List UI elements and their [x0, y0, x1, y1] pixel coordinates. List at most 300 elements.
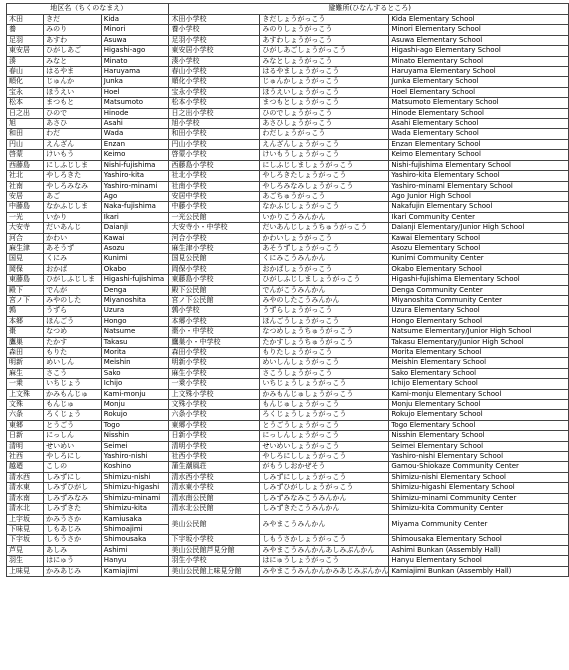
- area-romaji-cell: Yashiro-minami: [101, 181, 169, 191]
- shelter-english-cell: Meishin Elementary School: [389, 358, 569, 368]
- area-kana-cell: めいしん: [44, 358, 102, 368]
- area-romaji-cell: Kamiajimi: [101, 566, 169, 576]
- table-row: [7, 431, 569, 441]
- area-romaji-cell: Miyanoshita: [101, 295, 169, 305]
- area-kanji-cell: 下宇坂: [7, 535, 44, 545]
- shelter-kanji-cell: 養小学校: [169, 25, 260, 35]
- shelter-english-cell: Okabo Elementary School: [389, 264, 569, 274]
- shelter-kana-cell: めいしんしょうがっこう: [260, 358, 389, 368]
- shelter-kana-cell: けいもうしょうがっこう: [260, 150, 389, 160]
- shelter-kana-cell: がもうしおかぜそう: [260, 462, 389, 472]
- area-kana-cell: かわい: [44, 233, 102, 243]
- area-kana-cell: にしふじしま: [44, 160, 102, 170]
- area-romaji-cell: Wada: [101, 129, 169, 139]
- shelter-english-cell: Togo Elementary School: [389, 420, 569, 430]
- shelter-english-cell: Ashimi Bunkan (Assembly Hall): [389, 545, 569, 555]
- table-row: [7, 160, 569, 170]
- shelter-english-cell: Kawai Elementary School: [389, 233, 569, 243]
- area-kanji-cell: 日之出: [7, 108, 44, 118]
- table-row: [7, 46, 569, 56]
- shelter-english-cell: Yashiro-kita Elementary School: [389, 171, 569, 181]
- area-romaji-cell: Morita: [101, 348, 169, 358]
- area-kanji-cell: 岡保: [7, 264, 44, 274]
- area-kanji-cell: 六条: [7, 410, 44, 420]
- area-kanji-cell: 宮ノ下: [7, 295, 44, 305]
- shelter-english-cell: Miyama Community Center: [389, 514, 569, 535]
- table-row: [7, 171, 569, 181]
- shelter-kanji-cell: 湊小学校: [169, 56, 260, 66]
- shelter-kana-cell: えんざんしょうがっこう: [260, 139, 389, 149]
- table-body: [7, 15, 569, 577]
- shelter-kana-cell: くにみこうみんかん: [260, 254, 389, 264]
- area-kanji-cell: 清水西: [7, 472, 44, 482]
- table-row: [7, 15, 569, 25]
- table-row: [7, 254, 569, 264]
- shelter-english-cell: Kami-monju Elementary School: [389, 389, 569, 399]
- area-kana-cell: きだ: [44, 15, 102, 25]
- shelter-kana-cell: わだしょうがっこう: [260, 129, 389, 139]
- shelter-kanji-cell: 羽生小学校: [169, 556, 260, 566]
- shelter-kanji-cell: 宝永小学校: [169, 87, 260, 97]
- area-kana-cell: やしろみなみ: [44, 181, 102, 191]
- table-row: [7, 285, 569, 295]
- shelter-kanji-cell: 中藤小学校: [169, 202, 260, 212]
- shelter-english-cell: Hongo Elementary School: [389, 316, 569, 326]
- area-kana-cell: ほんごう: [44, 316, 102, 326]
- shelter-kana-cell: おかばしょうがっこう: [260, 264, 389, 274]
- shelter-english-cell: Nakafujin Elementary School: [389, 202, 569, 212]
- shelter-kanji-cell: 日之出小学校: [169, 108, 260, 118]
- area-romaji-cell: Shimizu-higashi: [101, 483, 169, 493]
- shelter-kana-cell: ほうえいしょうがっこう: [260, 87, 389, 97]
- shelter-english-cell: Ago Junior High School: [389, 191, 569, 201]
- shelter-kanji-cell: 明新小学校: [169, 358, 260, 368]
- area-kana-cell: せいめい: [44, 441, 102, 451]
- area-romaji-cell: Nishi-fujishima: [101, 160, 169, 170]
- area-romaji-cell: Sako: [101, 368, 169, 378]
- shelter-kana-cell: あさひしょうがっこう: [260, 119, 389, 129]
- area-kana-cell: しみずきた: [44, 504, 102, 514]
- shelter-kanji-cell: 和田小学校: [169, 129, 260, 139]
- shelter-english-cell: Uzura Elementary School: [389, 306, 569, 316]
- area-kana-cell: いちじょう: [44, 379, 102, 389]
- shelter-kana-cell: あすわしょうがっこう: [260, 35, 389, 45]
- area-kanji-cell: 越廼: [7, 462, 44, 472]
- area-kana-cell: こしの: [44, 462, 102, 472]
- area-kanji-cell: 宝永: [7, 87, 44, 97]
- shelter-kanji-cell: 美山公民館: [169, 514, 260, 535]
- shelter-english-cell: Matsumoto Elementary School: [389, 98, 569, 108]
- area-kana-cell: はにゅう: [44, 556, 102, 566]
- shelter-english-cell: Hinode Elementary School: [389, 108, 569, 118]
- area-kana-cell: やしろにし: [44, 452, 102, 462]
- area-kana-cell: あそうず: [44, 243, 102, 253]
- shelter-kana-cell: しみずみなみこうみんかん: [260, 493, 389, 503]
- shelter-kana-cell: じゅんかしょうがっこう: [260, 77, 389, 87]
- area-kana-cell: まつもと: [44, 98, 102, 108]
- table-row: [7, 264, 569, 274]
- shelter-english-cell: Ikari Community Center: [389, 212, 569, 222]
- shelter-kanji-cell: 清水西小学校: [169, 472, 260, 482]
- table-row: [7, 233, 569, 243]
- shelter-header: 避難所(ひなんするところ): [169, 4, 569, 15]
- area-kanji-cell: 社西: [7, 452, 44, 462]
- shelter-kana-cell: はにゅうしょうがっこう: [260, 556, 389, 566]
- area-kana-cell: あさひ: [44, 119, 102, 129]
- shelter-kana-cell: かわいしょうがっこう: [260, 233, 389, 243]
- table-row: [7, 514, 569, 524]
- area-romaji-cell: Ashimi: [101, 545, 169, 555]
- area-romaji-cell: Keimo: [101, 150, 169, 160]
- shelter-english-cell: Hoel Elementary School: [389, 87, 569, 97]
- table-row: [7, 87, 569, 97]
- shelter-english-cell: Higashi-fujishima Elementary School: [389, 275, 569, 285]
- shelter-kana-cell: きだしょうがっこう: [260, 15, 389, 25]
- area-romaji-cell: Nisshin: [101, 431, 169, 441]
- shelter-kana-cell: やしろきたしょうがっこう: [260, 171, 389, 181]
- area-kana-cell: みやのした: [44, 295, 102, 305]
- shelter-english-cell: Enzan Elementary School: [389, 139, 569, 149]
- shelter-kanji-cell: 東郷小学校: [169, 420, 260, 430]
- shelter-kanji-cell: 美山公民館芦見分館: [169, 545, 260, 555]
- table-row: [7, 98, 569, 108]
- table-row: [7, 566, 569, 576]
- area-romaji-cell: Enzan: [101, 139, 169, 149]
- shelter-english-cell: Nishi-fujishima Elementary School: [389, 160, 569, 170]
- shelter-kanji-cell: 啓蒙小学校: [169, 150, 260, 160]
- area-kanji-cell: 麻生津: [7, 243, 44, 253]
- shelter-kana-cell: あそうずしょうがっこう: [260, 243, 389, 253]
- shelter-english-cell: Hanyu Elementary School: [389, 556, 569, 566]
- shelter-kanji-cell: 順化小学校: [169, 77, 260, 87]
- area-romaji-cell: Naka-fujishima: [101, 202, 169, 212]
- shelter-kanji-cell: 西藤島小学校: [169, 160, 260, 170]
- shelter-kana-cell: にしふじしましょうがっこう: [260, 160, 389, 170]
- shelter-english-cell: Ichijo Elementary School: [389, 379, 569, 389]
- area-romaji-cell: Togo: [101, 420, 169, 430]
- shelter-kanji-cell: 文殊小学校: [169, 400, 260, 410]
- area-kana-cell: しもうさか: [44, 535, 102, 545]
- table-row: [7, 243, 569, 253]
- shelter-english-cell: Minori Elementary School: [389, 25, 569, 35]
- shelter-kana-cell: みのりしょうがっこう: [260, 25, 389, 35]
- area-kana-cell: でんが: [44, 285, 102, 295]
- area-romaji-cell: Yashiro-kita: [101, 171, 169, 181]
- shelter-english-cell: Junka Elementary School: [389, 77, 569, 87]
- area-romaji-cell: Meishin: [101, 358, 169, 368]
- table-row: [7, 504, 569, 514]
- shelter-english-cell: Higashi-ago Elementary School: [389, 46, 569, 56]
- shelter-english-cell: Nisshin Elementary School: [389, 431, 569, 441]
- shelter-kanji-cell: 社北小学校: [169, 171, 260, 181]
- shelter-kanji-cell: 上文殊小学校: [169, 389, 260, 399]
- shelter-english-cell: Monju Elementary School: [389, 400, 569, 410]
- area-kana-cell: あしみ: [44, 545, 102, 555]
- shelter-kana-cell: みなとしょうがっこう: [260, 56, 389, 66]
- shelter-english-cell: Sako Elementary School: [389, 368, 569, 378]
- area-romaji-cell: Shimizu-nishi: [101, 472, 169, 482]
- table-row: [7, 295, 569, 305]
- area-kanji-cell: 湊: [7, 56, 44, 66]
- table-row: [7, 202, 569, 212]
- area-kanji-cell: 羽生: [7, 556, 44, 566]
- shelter-english-cell: Shimizu-kita Community Center: [389, 504, 569, 514]
- area-kanji-cell: 文殊: [7, 400, 44, 410]
- area-kana-cell: なかふじしま: [44, 202, 102, 212]
- shelter-kanji-cell: 社西小学校: [169, 452, 260, 462]
- table-row: [7, 25, 569, 35]
- area-romaji-cell: Ikari: [101, 212, 169, 222]
- area-kana-cell: かみもんじゅ: [44, 389, 102, 399]
- shelter-kana-cell: まつもとしょうがっこう: [260, 98, 389, 108]
- area-romaji-cell: Shimizu-kita: [101, 504, 169, 514]
- area-kana-cell: みのり: [44, 25, 102, 35]
- shelter-english-cell: Miyanoshita Community Center: [389, 295, 569, 305]
- table-row: [7, 441, 569, 451]
- area-kanji-cell: 大安寺: [7, 223, 44, 233]
- shelter-kanji-cell: 松本小学校: [169, 98, 260, 108]
- shelter-kana-cell: いちじょうしょうがっこう: [260, 379, 389, 389]
- area-kana-cell: やしろきた: [44, 171, 102, 181]
- area-kanji-cell: 明新: [7, 358, 44, 368]
- table-row: [7, 223, 569, 233]
- area-kana-cell: けいもう: [44, 150, 102, 160]
- shelter-kanji-cell: 一乗小学校: [169, 379, 260, 389]
- shelter-kana-cell: うずらしょうがっこう: [260, 306, 389, 316]
- table-row: [7, 150, 569, 160]
- area-romaji-cell: Minato: [101, 56, 169, 66]
- area-kanji-cell: 河合: [7, 233, 44, 243]
- area-romaji-cell: Koshino: [101, 462, 169, 472]
- shelter-kana-cell: ひがしあごしょうがっこう: [260, 46, 389, 56]
- shelter-kana-cell: たかすしょうちゅうがっこう: [260, 337, 389, 347]
- area-kana-cell: じゅんか: [44, 77, 102, 87]
- area-kana-cell: かみあじみ: [44, 566, 102, 576]
- table-row: [7, 181, 569, 191]
- area-romaji-cell: Asahi: [101, 119, 169, 129]
- area-kana-cell: たかす: [44, 337, 102, 347]
- shelter-kana-cell: みやのしたこうみんかん: [260, 295, 389, 305]
- area-romaji-cell: Daianji: [101, 223, 169, 233]
- area-kanji-cell: 上文殊: [7, 389, 44, 399]
- table-row: [7, 462, 569, 472]
- table-row: [7, 139, 569, 149]
- area-romaji-cell: Hanyu: [101, 556, 169, 566]
- area-kanji-cell: 東郷: [7, 420, 44, 430]
- shelter-english-cell: Asozu Elementary School: [389, 243, 569, 253]
- area-kanji-cell: 芦見: [7, 545, 44, 555]
- shelter-english-cell: Kida Elementary School: [389, 15, 569, 25]
- area-romaji-cell: Yashiro-nishi: [101, 452, 169, 462]
- area-romaji-cell: Ichijo: [101, 379, 169, 389]
- table-row: [7, 556, 569, 566]
- shelter-kana-cell: やしろにししょうがっこう: [260, 452, 389, 462]
- area-kana-cell: さこう: [44, 368, 102, 378]
- shelter-kanji-cell: 森田小学校: [169, 348, 260, 358]
- area-kana-cell: ほうえい: [44, 87, 102, 97]
- area-kanji-cell: 棗: [7, 327, 44, 337]
- shelter-english-cell: Yashiro-nishi Elementary School: [389, 452, 569, 462]
- table-row: [7, 67, 569, 77]
- shelter-kanji-cell: 鷹巣小・中学校: [169, 337, 260, 347]
- shelter-kanji-cell: 東藤島小学校: [169, 275, 260, 285]
- shelter-kana-cell: はるやましょうがっこう: [260, 67, 389, 77]
- area-kanji-cell: 森田: [7, 348, 44, 358]
- shelter-kana-cell: ろくじょうしょうがっこう: [260, 410, 389, 420]
- shelter-english-cell: Morita Elementary School: [389, 348, 569, 358]
- area-kanji-cell: 東藤島: [7, 275, 44, 285]
- area-kanji-cell: 安居: [7, 191, 44, 201]
- shelter-kana-cell: なつめしょうちゅうがっこう: [260, 327, 389, 337]
- area-romaji-cell: Hongo: [101, 316, 169, 326]
- shelter-kana-cell: あごちゅうがっこう: [260, 191, 389, 201]
- shelter-english-cell: Asuwa Elementary School: [389, 35, 569, 45]
- table-row: [7, 212, 569, 222]
- area-kana-cell: しもあじみ: [44, 524, 102, 534]
- shelter-kana-cell: でんがこうみんかん: [260, 285, 389, 295]
- area-romaji-cell: Okabo: [101, 264, 169, 274]
- area-kanji-cell: 一乗: [7, 379, 44, 389]
- shelter-kanji-cell: 一光公民館: [169, 212, 260, 222]
- table-row: [7, 545, 569, 555]
- table-row: [7, 358, 569, 368]
- table-row: [7, 327, 569, 337]
- table-row: [7, 389, 569, 399]
- area-romaji-cell: Kawai: [101, 233, 169, 243]
- area-kana-cell: かみうさか: [44, 514, 102, 524]
- table-row: [7, 119, 569, 129]
- area-romaji-cell: Rokujo: [101, 410, 169, 420]
- shelter-english-cell: Shimizu-minami Community Center: [389, 493, 569, 503]
- table-row: [7, 400, 569, 410]
- area-kana-cell: しみずにし: [44, 472, 102, 482]
- shelter-kanji-cell: 足羽小学校: [169, 35, 260, 45]
- area-header: 地区名（ちくのなまえ）: [7, 4, 169, 15]
- area-kana-cell: わだ: [44, 129, 102, 139]
- table-row: [7, 306, 569, 316]
- shelter-kanji-cell: 岡保小学校: [169, 264, 260, 274]
- table-row: [7, 108, 569, 118]
- area-kanji-cell: 和田: [7, 129, 44, 139]
- shelter-kana-cell: せいめいしょうがっこう: [260, 441, 389, 451]
- shelter-kanji-cell: 本郷小学校: [169, 316, 260, 326]
- shelter-kanji-cell: 下宇坂小学校: [169, 535, 260, 545]
- shelter-english-cell: Minato Elementary School: [389, 56, 569, 66]
- shelter-kanji-cell: 木田小学校: [169, 15, 260, 25]
- shelter-kanji-cell: 社南小学校: [169, 181, 260, 191]
- shelter-kana-cell: だいあんじしょうちゅうがっこう: [260, 223, 389, 233]
- area-romaji-cell: Asozu: [101, 243, 169, 253]
- table-row: [7, 368, 569, 378]
- table-row: [7, 472, 569, 482]
- shelter-kana-cell: しみずきたこうみんかん: [260, 504, 389, 514]
- area-romaji-cell: Junka: [101, 77, 169, 87]
- area-kanji-cell: 上味見: [7, 566, 44, 576]
- table-row: [7, 493, 569, 503]
- area-kanji-cell: 麻生: [7, 368, 44, 378]
- shelter-kanji-cell: 清水東小学校: [169, 483, 260, 493]
- table-row: [7, 452, 569, 462]
- area-kana-cell: あご: [44, 191, 102, 201]
- shelter-kanji-cell: 清水南公民館: [169, 493, 260, 503]
- shelter-kanji-cell: 清明小学校: [169, 441, 260, 451]
- area-romaji-cell: Minori: [101, 25, 169, 35]
- shelter-kana-cell: しもうさかしょうがっこう: [260, 535, 389, 545]
- shelter-kanji-cell: 殿下公民館: [169, 285, 260, 295]
- shelter-english-cell: Natsume Elementary/Junior High School: [389, 327, 569, 337]
- shelter-table: [6, 3, 569, 577]
- area-romaji-cell: Shimoajimi: [101, 524, 169, 534]
- shelter-kanji-cell: 春山小学校: [169, 67, 260, 77]
- area-romaji-cell: Higashi-ago: [101, 46, 169, 56]
- shelter-kanji-cell: 東安居小学校: [169, 46, 260, 56]
- shelter-kana-cell: なかふじしょうがっこう: [260, 202, 389, 212]
- area-kanji-cell: 日新: [7, 431, 44, 441]
- area-romaji-cell: Kami-monju: [101, 389, 169, 399]
- area-kana-cell: しみずひがし: [44, 483, 102, 493]
- area-kanji-cell: 一光: [7, 212, 44, 222]
- shelter-english-cell: Haruyama Elementary School: [389, 67, 569, 77]
- area-kanji-cell: 鷹巣: [7, 337, 44, 347]
- table-row: [7, 483, 569, 493]
- shelter-kana-cell: もんじゅしょうがっこう: [260, 400, 389, 410]
- area-kana-cell: とうごう: [44, 420, 102, 430]
- shelter-english-cell: Takasu Elementary/Junior High School: [389, 337, 569, 347]
- shelter-english-cell: Shimizu-higashi Elementary School: [389, 483, 569, 493]
- area-kana-cell: いかり: [44, 212, 102, 222]
- area-romaji-cell: Higashi-fujishima: [101, 275, 169, 285]
- table-row: [7, 129, 569, 139]
- area-kana-cell: ひがしあご: [44, 46, 102, 56]
- area-romaji-cell: Kida: [101, 15, 169, 25]
- area-kanji-cell: 啓蒙: [7, 150, 44, 160]
- area-romaji-cell: Shimizu-minami: [101, 493, 169, 503]
- shelter-kana-cell: しみずひがししょうがっこう: [260, 483, 389, 493]
- shelter-english-cell: Wada Elementary School: [389, 129, 569, 139]
- area-kanji-cell: 足羽: [7, 35, 44, 45]
- shelter-english-cell: Kamiajimi Bunkan (Assembly Hall): [389, 566, 569, 576]
- area-kanji-cell: 木田: [7, 15, 44, 25]
- area-kana-cell: ひがしふじしま: [44, 275, 102, 285]
- shelter-kana-cell: ひのでしょうがっこう: [260, 108, 389, 118]
- shelter-kanji-cell: 鶉小学校: [169, 306, 260, 316]
- shelter-kana-cell: かみもんじゅしょうがっこう: [260, 389, 389, 399]
- shelter-english-cell: Yashiro-minami Elementary School: [389, 181, 569, 191]
- shelter-kanji-cell: 六条小学校: [169, 410, 260, 420]
- shelter-kanji-cell: 日新小学校: [169, 431, 260, 441]
- area-kanji-cell: 清明: [7, 441, 44, 451]
- table-row: [7, 420, 569, 430]
- shelter-kana-cell: さこうしょうがっこう: [260, 368, 389, 378]
- area-romaji-cell: Denga: [101, 285, 169, 295]
- shelter-kana-cell: もりたしょうがっこう: [260, 348, 389, 358]
- shelter-english-cell: Kunimi Community Center: [389, 254, 569, 264]
- shelter-english-cell: Seimei Elementary School: [389, 441, 569, 451]
- shelter-kana-cell: みやまこうみんかんあしみぶんかん: [260, 545, 389, 555]
- area-kanji-cell: 円山: [7, 139, 44, 149]
- area-romaji-cell: Natsume: [101, 327, 169, 337]
- area-kana-cell: ひので: [44, 108, 102, 118]
- area-kana-cell: えんざん: [44, 139, 102, 149]
- area-kana-cell: あすわ: [44, 35, 102, 45]
- area-kanji-cell: 中藤島: [7, 202, 44, 212]
- area-kanji-cell: 殿下: [7, 285, 44, 295]
- shelter-kana-cell: しみずにししょうがっこう: [260, 472, 389, 482]
- shelter-english-cell: Keimo Elementary School: [389, 150, 569, 160]
- area-kana-cell: みなと: [44, 56, 102, 66]
- table-row: [7, 56, 569, 66]
- area-romaji-cell: Asuwa: [101, 35, 169, 45]
